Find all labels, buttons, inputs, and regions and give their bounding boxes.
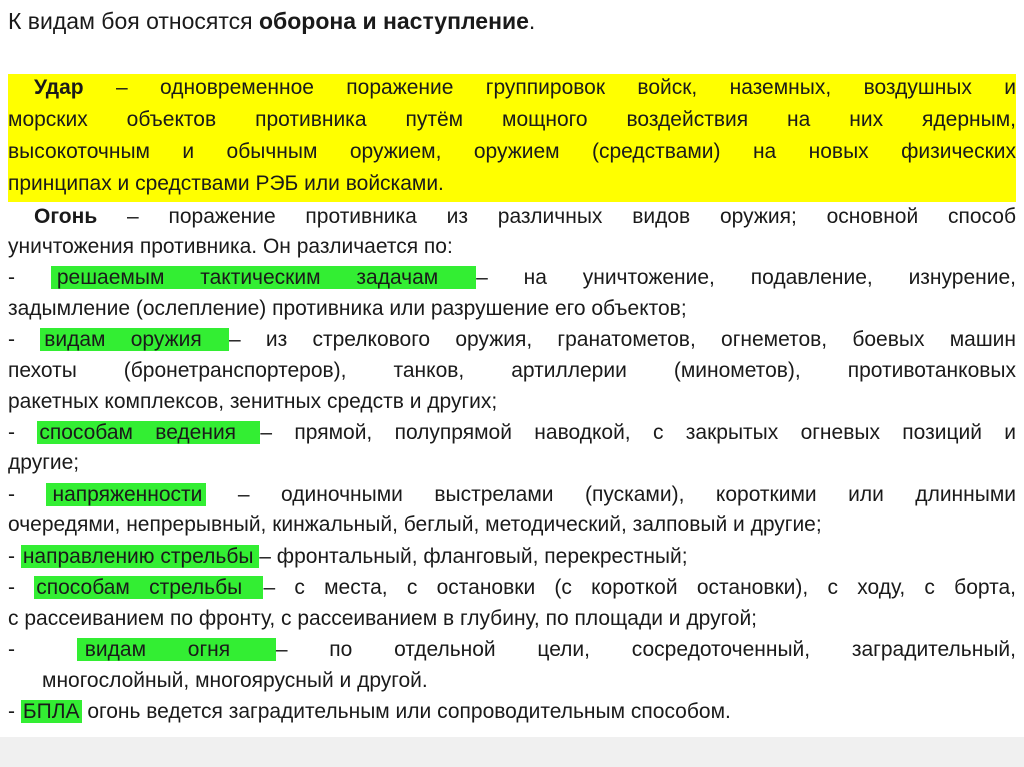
list-item: [8, 543, 1016, 570]
item-dash: -: [8, 545, 21, 568]
list-item: [8, 326, 1016, 353]
item-text: огонь ведется заградительным или сопроводительным способом.: [81, 700, 731, 723]
item-label-green: видам огня: [77, 638, 276, 661]
item-text: – из стрелкового оружия, гранатометов, огнеметов, боевых машин: [228, 328, 1017, 351]
udar-line-2: морских объектов противника путём мощного воздействия на них ядерным,: [8, 108, 1016, 131]
list-item: [8, 698, 1016, 725]
item-dash: -: [8, 700, 21, 723]
list-item: [8, 264, 1016, 291]
list-item: [8, 574, 1016, 601]
list-item-cont: очередями, непрерывный, кинжальный, беглый, методический, залповый и другие;: [8, 513, 822, 536]
item-label-green: напряженности: [46, 483, 206, 506]
list-item: [8, 636, 1016, 663]
udar-term: Удар: [34, 76, 84, 99]
title-suffix: .: [528, 8, 536, 34]
list-item-cont: ракетных комплексов, зенитных средств и других;: [8, 390, 498, 413]
item-label-green: направлению стрельбы: [22, 545, 260, 568]
udar-text-1: – одновременное поражение группировок войск, наземных, воздушных и: [83, 76, 1016, 99]
ogon-text-1: – поражение противника из различных видов оружия; основной способ: [97, 205, 1016, 228]
item-text: – по отдельной цели, сосредоточенный, заградительный,: [275, 638, 1016, 661]
item-label-green: способам стрельбы: [36, 576, 262, 599]
item-dash: -: [8, 328, 41, 351]
slide-title: [8, 6, 535, 36]
item-text: – фронтальный, фланговый, перекрестный;: [259, 545, 688, 568]
list-item-cont: многослойный, многоярусный и другой.: [42, 669, 428, 692]
title-prefix: К видам боя относятся: [8, 8, 259, 34]
list-item-cont: другие;: [8, 451, 80, 474]
ogon-line-2: уничтожения противника. Он различается по:: [8, 235, 453, 258]
ogon-line-1: [8, 203, 1016, 230]
item-dash: -: [8, 576, 35, 599]
list-item-cont: задымление (ослепление) противника или разрушение его объектов;: [8, 297, 687, 320]
list-item: [8, 419, 1016, 446]
item-text: – прямой, полупрямой наводкой, с закрытых огневых позиций и: [260, 421, 1016, 444]
item-text: – с места, с остановки (с короткой остановки), с ходу, с борта,: [263, 576, 1016, 599]
item-dash: -: [8, 638, 57, 661]
item-label-green: видам оружия: [40, 328, 229, 351]
item-text: – одиночными выстрелами (пусками), короткими или длинными: [206, 483, 1017, 506]
list-item-cont: пехоты (бронетранспортеров), танков, артиллерии (минометов), противотанковых: [8, 359, 1016, 382]
list-item-cont: с рассеиванием по фронту, с рассеиванием в глубину, по площади и другой;: [8, 607, 758, 630]
item-text: – на уничтожение, подавление, изнурение,: [476, 266, 1016, 289]
udar-line-4: принципах и средствами РЭБ или войсками.: [8, 172, 444, 195]
udar-line-3: высокоточным и обычным оружием, оружием (средствами) на новых физических: [8, 140, 1016, 163]
bottom-strip: [0, 737, 1024, 767]
list-item: [8, 481, 1016, 508]
item-dash: -: [8, 483, 47, 506]
item-label-green: способам ведения: [39, 421, 259, 444]
ogon-term: Огонь: [34, 205, 98, 228]
item-dash: -: [8, 266, 51, 289]
title-bold: оборона и наступление: [258, 8, 529, 34]
udar-line-1: [8, 74, 1016, 101]
item-dash: -: [8, 421, 38, 444]
item-label-green: решаемым тактическим задачам: [51, 266, 476, 289]
item-label-green: БПЛА: [22, 700, 80, 723]
